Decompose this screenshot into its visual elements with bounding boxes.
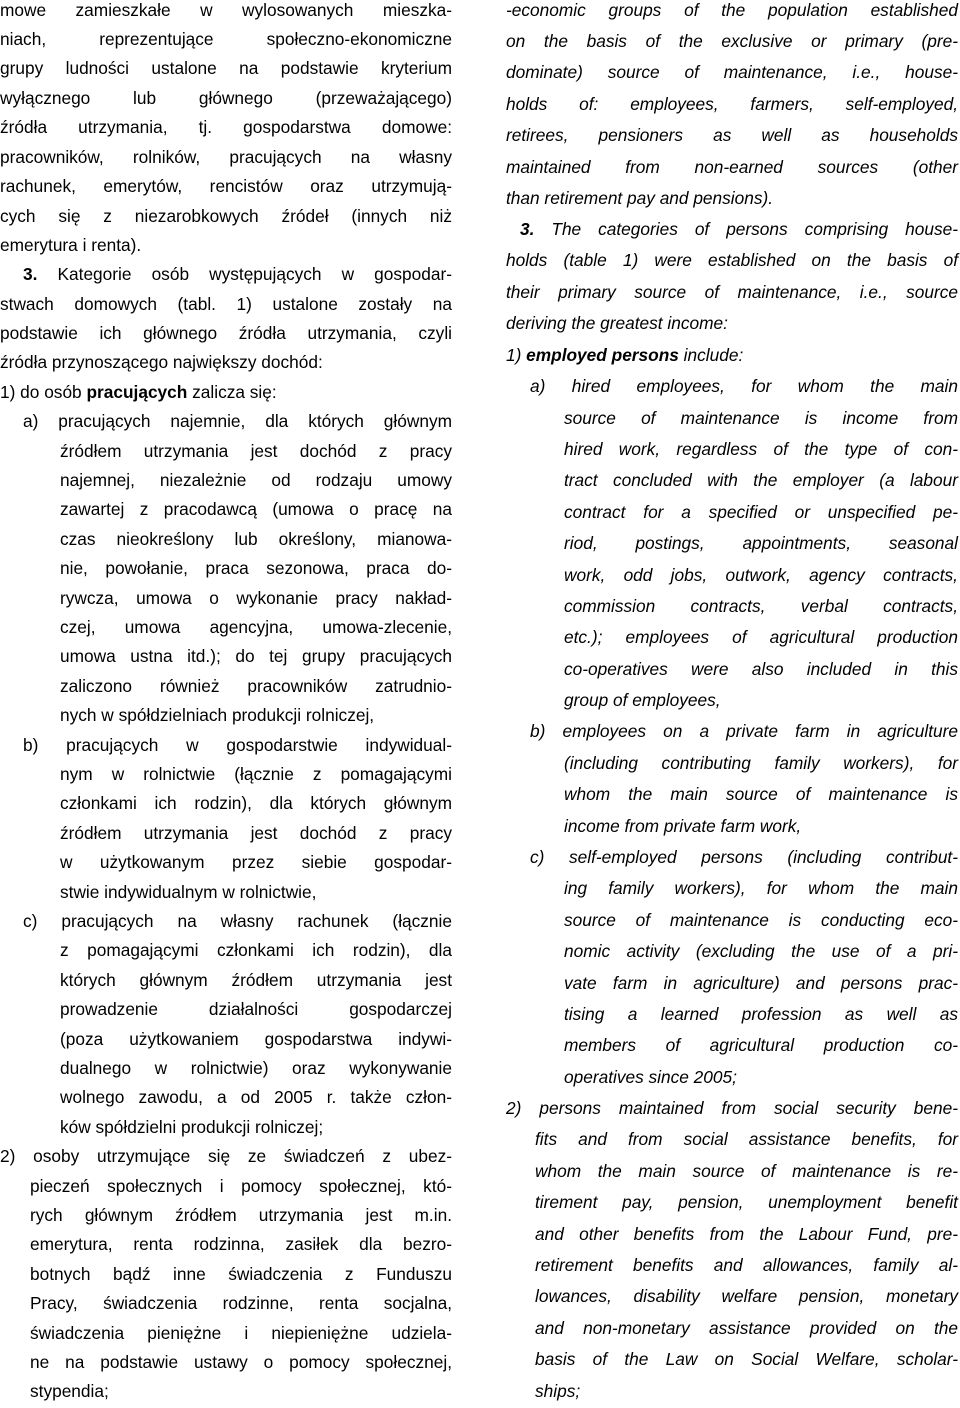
text-line xyxy=(30,1205,452,1226)
line-text: b) employees on a private farm in agriculture xyxy=(530,721,958,741)
line-text: nomic activity (excluding the use of a pri- xyxy=(564,941,958,961)
line-text: umowa ustna itd.); do tej grupy pracujących xyxy=(60,646,452,666)
line-text: The categories of persons comprising house- xyxy=(534,219,958,239)
text-line xyxy=(506,94,958,115)
line-text: pieczeń społecznych i pomocy społecznej, któ- xyxy=(30,1176,452,1196)
line-text: retirees, pensioners as well as households xyxy=(506,125,958,145)
line-text: ków spółdzielni produkcji rolniczej; xyxy=(60,1117,324,1137)
line-text: and non-monetary assistance provided on the xyxy=(535,1318,958,1338)
text-line xyxy=(564,941,958,962)
line-text: (poza użytkowaniem gospodarstwa indywi- xyxy=(60,1029,452,1049)
line-text: hired work, regardless of the type of con- xyxy=(564,439,958,459)
text-line xyxy=(535,1161,958,1182)
line-text: on the basis of the exclusive or primary (pre- xyxy=(506,31,958,51)
text-line xyxy=(506,157,958,178)
text-line xyxy=(506,345,958,366)
text-line xyxy=(564,1004,958,1025)
line-text: members of agricultural production co- xyxy=(564,1035,958,1055)
text-line xyxy=(60,970,452,991)
line-text: rywcza, umowa o wykonanie pracy nakład- xyxy=(60,588,452,608)
line-text: stypendia; xyxy=(30,1381,109,1401)
text-line xyxy=(60,529,452,550)
line-text: których głównym źródłem utrzymania jest xyxy=(60,970,452,990)
line-text-suffix: include: xyxy=(678,345,744,365)
text-line xyxy=(30,1264,452,1285)
line-text: retirement benefits and allowances, family al- xyxy=(535,1255,958,1275)
line-text: źródła przynoszącego największy dochód: xyxy=(0,352,323,372)
text-line xyxy=(530,721,958,742)
text-line xyxy=(0,294,452,315)
bold-marker: 3. xyxy=(520,219,535,239)
line-text: contract for a specified or unspecified pe- xyxy=(564,502,958,522)
text-line xyxy=(506,62,958,83)
text-line xyxy=(0,0,452,21)
line-text: nie, powołanie, praca sezonowa, praca do- xyxy=(60,558,452,578)
text-line xyxy=(564,502,958,523)
text-line xyxy=(535,1381,958,1402)
text-line xyxy=(506,250,958,271)
line-text: prowadzenie działalności gospodarczej xyxy=(60,999,452,1019)
text-line xyxy=(506,125,958,146)
bold-term: pracujących xyxy=(86,382,188,402)
line-text: c) pracujących na własny rachunek (łącznie xyxy=(23,911,452,931)
text-line xyxy=(60,852,452,873)
text-line xyxy=(60,617,452,638)
text-line xyxy=(506,31,958,52)
line-text: nych w spółdzielniach produkcji rolniczej, xyxy=(60,705,375,725)
line-text: etc.); employees of agricultural production xyxy=(564,627,958,647)
text-line xyxy=(506,0,958,21)
text-line xyxy=(535,1286,958,1307)
line-text: Pracy, świadczenia rodzinne, renta socjalna, xyxy=(30,1293,452,1313)
line-text-suffix: zalicza się: xyxy=(187,382,277,402)
line-text: botnych bądź inne świadczenia z Funduszu xyxy=(30,1264,452,1284)
line-text: holds (table 1) were established on the basis of xyxy=(506,250,958,270)
text-line xyxy=(60,646,452,667)
line-text: operatives since 2005; xyxy=(564,1067,737,1087)
text-line xyxy=(60,499,452,520)
line-text: nym w rolnictwie (łącznie z pomagającymi xyxy=(60,764,452,784)
text-line xyxy=(564,1067,958,1088)
line-text: c) self-employed persons (including contribut- xyxy=(530,847,958,867)
line-text: holds of: employees, farmers, self-employed, xyxy=(506,94,958,114)
text-line xyxy=(0,352,452,373)
line-text: deriving the greatest income: xyxy=(506,313,728,333)
text-line xyxy=(30,1352,452,1373)
line-text: tising a learned profession as well as xyxy=(564,1004,958,1024)
text-line xyxy=(564,565,958,586)
text-line xyxy=(30,1176,452,1197)
text-line xyxy=(520,219,958,240)
text-line xyxy=(30,1323,452,1344)
line-text: czej, umowa agencyjna, umowa-zlecenie, xyxy=(60,617,452,637)
line-text: pracowników, rolników, pracujących na własny xyxy=(0,147,452,167)
line-text: członkami ich rodzin), dla których głównym xyxy=(60,793,452,813)
line-text: ships; xyxy=(535,1381,581,1401)
text-line xyxy=(30,1381,452,1402)
text-line xyxy=(60,1117,452,1138)
text-line xyxy=(60,470,452,491)
line-text: wolnego zawodu, a od 2005 r. także człon- xyxy=(60,1087,452,1107)
line-text: dominate) source of maintenance, i.e., house- xyxy=(506,62,958,82)
text-line xyxy=(535,1255,958,1276)
text-line xyxy=(60,676,452,697)
line-text: group of employees, xyxy=(564,690,721,710)
line-text: source of maintenance is income from xyxy=(564,408,958,428)
text-line xyxy=(60,882,452,903)
line-text: Kategorie osób występujących w gospodar- xyxy=(37,264,452,284)
line-text: lowances, disability welfare pension, monetary xyxy=(535,1286,958,1306)
text-line xyxy=(535,1129,958,1150)
text-line xyxy=(564,596,958,617)
text-line xyxy=(564,878,958,899)
line-text: whom the main source of maintenance is xyxy=(564,784,958,804)
line-text: -economic groups of the population established xyxy=(506,0,958,20)
text-line xyxy=(564,910,958,931)
text-line xyxy=(564,439,958,460)
line-text: 1) do osób xyxy=(0,382,87,402)
text-line xyxy=(60,1029,452,1050)
line-text: basis of the Law on Social Welfare, scholar- xyxy=(535,1349,958,1369)
text-line xyxy=(564,659,958,680)
line-text: commission contracts, verbal contracts, xyxy=(564,596,958,616)
line-text: vate farm in agriculture) and persons prac- xyxy=(564,973,958,993)
text-line xyxy=(564,973,958,994)
line-text: stwach domowych (tabl. 1) ustalone zostały na xyxy=(0,294,452,314)
text-line xyxy=(60,588,452,609)
text-line xyxy=(60,823,452,844)
line-text: tirement pay, pension, unemployment benefit xyxy=(535,1192,958,1212)
text-line xyxy=(30,1234,452,1255)
text-line xyxy=(535,1318,958,1339)
text-line xyxy=(564,470,958,491)
line-text: tract concluded with the employer (a labour xyxy=(564,470,958,490)
bold-marker: 3. xyxy=(23,264,38,284)
text-line xyxy=(0,1146,452,1167)
text-line xyxy=(23,911,452,932)
text-line xyxy=(535,1349,958,1370)
line-text: świadczenia pieniężne i niepieniężne udziela- xyxy=(30,1323,452,1343)
text-line xyxy=(60,793,452,814)
line-text: maintained from non-earned sources (other xyxy=(506,157,958,177)
text-line xyxy=(564,753,958,774)
text-line xyxy=(506,188,958,209)
line-text: and other benefits from the Labour Fund, pre- xyxy=(535,1224,958,1244)
text-line xyxy=(564,784,958,805)
line-text: podstawie ich głównego źródła utrzymania, czyli xyxy=(0,323,452,343)
line-text: b) pracujących w gospodarstwie indywidual- xyxy=(23,735,452,755)
text-line xyxy=(564,816,958,837)
text-line xyxy=(0,323,452,344)
line-text: mowe zamieszkałe w wylosowanych mieszka- xyxy=(0,0,452,20)
text-line xyxy=(506,282,958,303)
line-text: 1) xyxy=(506,345,527,365)
line-text: źródłem utrzymania jest dochód z pracy xyxy=(60,441,452,461)
text-line xyxy=(60,999,452,1020)
text-line xyxy=(23,735,452,756)
line-text: 2) osoby utrzymujące się ze świadczeń z ubez- xyxy=(0,1146,452,1166)
line-text: emerytura i renta). xyxy=(0,235,142,255)
text-line xyxy=(30,1293,452,1314)
line-text: whom the main source of maintenance is re- xyxy=(535,1161,958,1181)
line-text: income from private farm work, xyxy=(564,816,802,836)
text-line xyxy=(23,264,452,285)
line-text: z pomagającymi członkami ich rodzin), dla xyxy=(60,940,452,960)
text-line xyxy=(60,764,452,785)
text-line xyxy=(0,235,452,256)
line-text: w użytkowanym przez siebie gospodar- xyxy=(60,852,452,872)
line-text: co-operatives were also included in this xyxy=(564,659,958,679)
text-line xyxy=(0,88,452,109)
text-line xyxy=(506,313,958,334)
line-text: than retirement pay and pensions). xyxy=(506,188,774,208)
text-line xyxy=(60,705,452,726)
text-line xyxy=(506,1098,958,1119)
line-text: cych się z niezarobkowych źródeł (innych niż xyxy=(0,206,452,226)
text-line xyxy=(60,441,452,462)
line-text: a) pracujących najemnie, dla których głównym xyxy=(23,411,452,431)
line-text: source of maintenance is conducting eco- xyxy=(564,910,958,930)
text-line xyxy=(530,376,958,397)
line-text: najemnej, niezależnie od rodzaju umowy xyxy=(60,470,452,490)
text-line xyxy=(60,940,452,961)
text-line xyxy=(0,29,452,50)
line-text: emerytura, renta rodzinna, zasiłek dla bezro- xyxy=(30,1234,452,1254)
text-line xyxy=(60,1058,452,1079)
text-line xyxy=(0,147,452,168)
text-line xyxy=(23,411,452,432)
line-text: riod, postings, appointments, seasonal xyxy=(564,533,958,553)
text-line xyxy=(564,627,958,648)
line-text: ing family workers), for whom the main xyxy=(564,878,958,898)
line-text: work, odd jobs, outwork, agency contracts, xyxy=(564,565,958,585)
line-text: źródłem utrzymania jest dochód z pracy xyxy=(60,823,452,843)
line-text: rych głównym źródłem utrzymania jest m.in. xyxy=(30,1205,452,1225)
line-text: a) hired employees, for whom the main xyxy=(530,376,958,396)
line-text: 2) persons maintained from social security bene- xyxy=(506,1098,958,1118)
line-text: grupy ludności ustalone na podstawie kryterium xyxy=(0,58,452,78)
line-text: niach, reprezentujące społeczno-ekonomiczne xyxy=(0,29,452,49)
line-text: źródła utrzymania, tj. gospodarstwa domowe: xyxy=(0,117,452,137)
text-line xyxy=(535,1224,958,1245)
bold-term: employed persons xyxy=(526,345,679,365)
line-text: fits and from social assistance benefits, for xyxy=(535,1129,958,1149)
line-text: dualnego w rolnictwie) oraz wykonywanie xyxy=(60,1058,452,1078)
text-line xyxy=(564,690,958,711)
text-line xyxy=(0,382,452,403)
text-line xyxy=(564,533,958,554)
line-text: wyłącznego lub głównego (przeważającego) xyxy=(0,88,452,108)
text-line xyxy=(530,847,958,868)
line-text: stwie indywidualnym w rolnictwie, xyxy=(60,882,317,902)
text-line xyxy=(0,117,452,138)
text-line xyxy=(564,1035,958,1056)
line-text: their primary source of maintenance, i.e., source xyxy=(506,282,958,302)
text-line xyxy=(60,558,452,579)
line-text: czas nieokreślony lub określony, mianowa- xyxy=(60,529,452,549)
line-text: rachunek, emerytów, rencistów oraz utrzymują- xyxy=(0,176,452,196)
text-line xyxy=(564,408,958,429)
line-text: (including contributing family workers), for xyxy=(564,753,958,773)
text-line xyxy=(535,1192,958,1213)
text-line xyxy=(60,1087,452,1108)
line-text: ne na podstawie ustawy o pomocy społecznej, xyxy=(30,1352,452,1372)
text-line xyxy=(0,176,452,197)
text-line xyxy=(0,206,452,227)
text-line xyxy=(0,58,452,79)
line-text: zaliczono również pracowników zatrudnio- xyxy=(60,676,452,696)
line-text: zawartej z pracodawcą (umowa o pracę na xyxy=(60,499,452,519)
